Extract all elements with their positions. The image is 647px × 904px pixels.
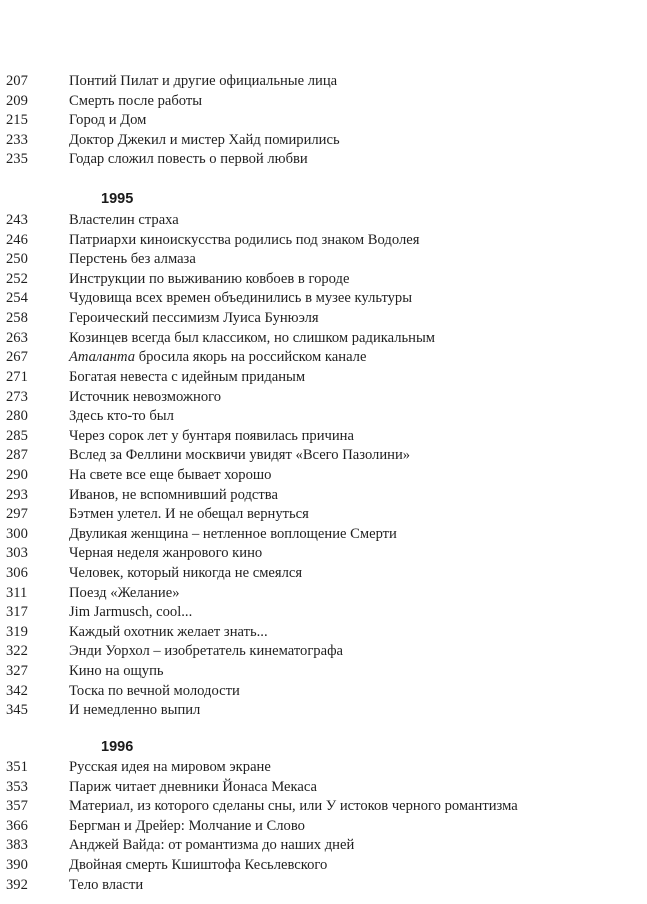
page-number: 285 <box>6 427 28 444</box>
entry-title: Чудовища всех времен объединились в музее культуры <box>69 290 413 307</box>
page-number: 215 <box>6 112 28 129</box>
page-number: 300 <box>6 525 28 542</box>
entry-title: Инструкции по выживанию ковбоев в городе <box>69 270 350 287</box>
page-number: 271 <box>6 368 28 385</box>
page-number: 233 <box>6 131 28 148</box>
year-heading: 1996 <box>101 738 134 755</box>
page-number: 322 <box>6 643 28 660</box>
entry-title: Через сорок лет у бунтаря появилась причина <box>69 427 354 444</box>
toc-entry <box>0 876 647 896</box>
entry-title: Иванов, не вспомнивший родства <box>69 486 278 503</box>
entry-title: Доктор Джекил и мистер Хайд помирились <box>69 131 340 148</box>
toc-entry <box>0 388 647 408</box>
page-number: 207 <box>6 73 28 89</box>
page-number: 287 <box>6 447 28 464</box>
toc-entry <box>0 231 647 251</box>
entry-title: Человек, который никогда не смеялся <box>69 565 303 582</box>
entry-title: Богатая невеста с идейным приданым <box>69 368 306 385</box>
toc-entry <box>0 836 647 856</box>
page-number: 209 <box>6 92 28 109</box>
toc-entry <box>0 250 647 270</box>
toc-entry <box>0 564 647 584</box>
entry-title: Понтий Пилат и другие официальные лица <box>69 73 338 89</box>
entry-title: Материал, из которого сделаны сны, или У истоков черного романтизма <box>69 798 518 815</box>
entry-title: Анджей Вайда: от романтизма до наших дней <box>69 837 355 854</box>
toc-entry <box>0 427 647 447</box>
toc-entry <box>0 584 647 604</box>
toc-entry <box>0 662 647 682</box>
toc-section <box>0 721 647 895</box>
page-number: 297 <box>6 506 28 523</box>
page-number: 327 <box>6 663 28 680</box>
entry-title: Героический пессимизм Луиса Бунюэля <box>69 310 319 327</box>
page-number: 306 <box>6 565 28 582</box>
page-number: 290 <box>6 466 28 483</box>
page-number: 243 <box>6 212 28 229</box>
entry-title: Источник невозможного <box>69 388 222 405</box>
toc-entry <box>0 72 647 92</box>
entry-title: Смерть после работы <box>69 92 203 109</box>
page-number: 252 <box>6 270 28 287</box>
entry-title: Каждый охотник желает знать... <box>69 623 268 640</box>
entry-title: Перстень без алмаза <box>69 251 196 268</box>
entry-title: Патриархи киноискусства родились под знаком Водолея <box>69 231 420 248</box>
page-number: 263 <box>6 329 28 346</box>
toc-entry <box>0 466 647 486</box>
entry-title: На свете все еще бывает хорошо <box>69 466 272 483</box>
page-number: 353 <box>6 778 28 795</box>
page-number: 280 <box>6 408 28 425</box>
entry-title: Тело власти <box>69 876 144 893</box>
toc-entry <box>0 505 647 525</box>
entry-title: Кино на ощупь <box>69 663 164 680</box>
toc-entry <box>0 642 647 662</box>
entry-title: Бергман и Дрейер: Молчание и Слово <box>69 817 305 834</box>
entry-title: Здесь кто-то был <box>69 408 174 425</box>
year-heading: 1995 <box>101 191 134 208</box>
page-number: 293 <box>6 486 28 503</box>
toc-entry <box>0 329 647 349</box>
page-number: 319 <box>6 623 28 640</box>
entry-title: Вслед за Феллини москвичи увидят «Всего Пазолини» <box>69 447 411 464</box>
page-number: 235 <box>6 151 28 168</box>
toc-entry <box>0 150 647 170</box>
toc-entry <box>0 289 647 309</box>
page-number: 258 <box>6 310 28 327</box>
toc-entry <box>0 758 647 778</box>
page-number: 273 <box>6 388 28 405</box>
toc-entry <box>0 778 647 798</box>
page-number: 351 <box>6 758 28 775</box>
toc-entry <box>0 701 647 721</box>
page-number: 366 <box>6 817 28 834</box>
toc-entry <box>0 446 647 466</box>
page-number: 254 <box>6 290 28 307</box>
page-number: 303 <box>6 545 28 562</box>
page-number: 317 <box>6 604 28 621</box>
page-number: 383 <box>6 837 28 854</box>
entry-title: Козинцев всегда был классиком, но слишком радикальным <box>69 329 436 346</box>
entry-title: Черная неделя жанрового кино <box>69 545 263 562</box>
entry-title-rest: бросила якорь на российском канале <box>138 349 367 366</box>
entry-title: Тоска по вечной молодости <box>69 682 240 699</box>
page-number: 345 <box>6 702 28 719</box>
entry-title <box>69 348 366 368</box>
page-number: 342 <box>6 682 28 699</box>
toc-entry <box>0 309 647 329</box>
toc-entry <box>0 525 647 545</box>
toc-entry <box>0 544 647 564</box>
toc-entry <box>0 623 647 643</box>
toc-entry <box>0 131 647 151</box>
toc-entry <box>0 856 647 876</box>
entry-title: Jim Jarmusch, cool... <box>69 604 193 621</box>
entry-title: Русская идея на мировом экране <box>69 758 271 775</box>
toc-section <box>0 72 647 170</box>
page-number: 311 <box>6 584 28 601</box>
page-number: 392 <box>6 876 28 893</box>
entry-title: Поезд «Желание» <box>69 584 180 601</box>
entry-title-italic: Аталанта <box>69 349 136 366</box>
entry-title: Властелин страха <box>69 212 179 229</box>
toc-entry <box>0 407 647 427</box>
toc-entry <box>0 797 647 817</box>
page-number: 250 <box>6 251 28 268</box>
toc-entry <box>0 486 647 506</box>
entry-title: Париж читает дневники Йонаса Мекаса <box>69 778 317 795</box>
toc-entry <box>0 682 647 702</box>
toc-section <box>0 170 647 721</box>
entry-title: Двойная смерть Кшиштофа Кесьлевского <box>69 856 328 873</box>
entry-title: Двуликая женщина – нетленное воплощение Смерти <box>69 525 397 542</box>
page-number: 267 <box>6 349 28 366</box>
toc-entry <box>0 603 647 623</box>
toc-entry <box>0 817 647 837</box>
page-number: 357 <box>6 798 28 815</box>
toc-entry <box>0 348 647 368</box>
toc-entry <box>0 111 647 131</box>
entry-title: И немедленно выпил <box>69 702 201 719</box>
toc-entry <box>0 368 647 388</box>
page-number: 246 <box>6 231 28 248</box>
entry-title: Годар сложил повесть о первой любви <box>69 151 308 168</box>
entry-title: Бэтмен улетел. И не обещал вернуться <box>69 506 309 523</box>
toc-entry <box>0 92 647 112</box>
toc-entry <box>0 270 647 290</box>
page-number: 390 <box>6 856 28 873</box>
entry-title: Энди Уорхол – изобретатель кинематографа <box>69 643 344 660</box>
entry-title: Город и Дом <box>69 112 147 129</box>
table-of-contents <box>0 72 647 895</box>
toc-entry <box>0 211 647 231</box>
